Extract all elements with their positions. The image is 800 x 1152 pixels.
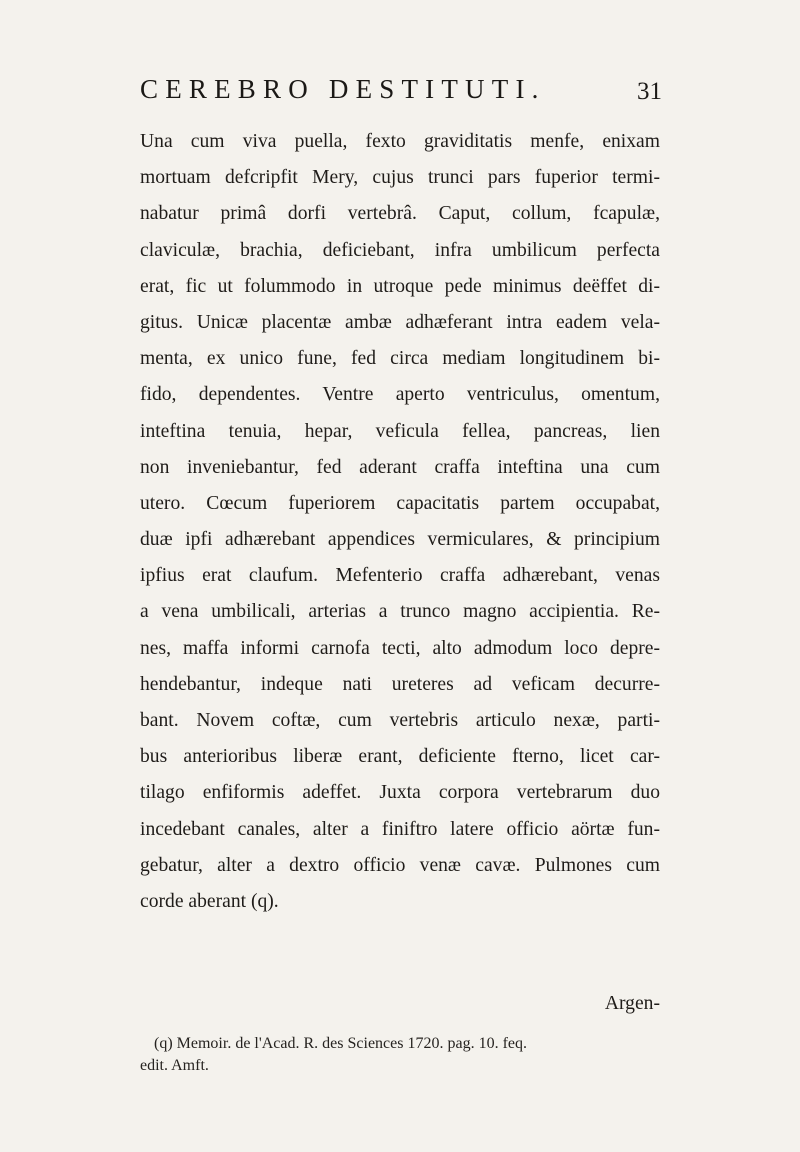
text-line: nabatur primâ dorfi vertebrâ. Caput, collum, fcapulæ,: [140, 203, 660, 225]
text-line: utero. Cœcum fuperiorem capacitatis partem occupabat,: [140, 492, 660, 514]
text-line: gitus. Unicæ placentæ ambæ adhæferant intra eadem vela-: [140, 311, 660, 333]
text-line: bant. Novem coftæ, cum vertebris articulo nexæ, parti-: [140, 710, 660, 731]
text-line: ipfius erat claufum. Mefenterio craffa adhærebant, venas: [140, 565, 660, 587]
catchword: Argen-: [604, 993, 660, 1014]
text-line: bus anterioribus liberæ erant, deficiente fterno, licet car-: [140, 746, 660, 768]
text-line: nes, maffa informi carnofa tecti, alto admodum loco depre-: [140, 637, 660, 659]
text-line: gebatur, alter a dextro officio venæ cavæ. Pulmones cum: [140, 854, 660, 876]
text-line: mortuam defcripfit Mery, cujus trunci pars fuperior termi-: [140, 167, 660, 189]
text-line: tilago enfiformis adeffet. Juxta corpora vertebrarum duo: [140, 782, 660, 804]
text-line: inteftina tenuia, hepar, veficula fellea, pancreas, lien: [140, 420, 660, 442]
text-line: incedebant canales, alter a finiftro latere officio aörtæ fun-: [140, 818, 660, 840]
footnote-line: edit. Amft.: [140, 1057, 209, 1074]
text-line: claviculæ, brachia, deficiebant, infra umbilicum perfecta: [140, 239, 660, 261]
text-line: hendebantur, indeque nati ureteres ad veficam decurre-: [140, 673, 660, 695]
text-line: a vena umbilicali, arterias a trunco magno accipientia. Re-: [140, 601, 660, 623]
footnote-line: (q) Memoir. de l'Acad. R. des Sciences 1720. pag. 10. feq.: [154, 1035, 528, 1052]
text-line: Una cum viva puella, fexto graviditatis menfe, enixam: [140, 131, 660, 152]
text-line: non inveniebantur, fed aderant craffa inteftina una cum: [140, 456, 660, 478]
body-text: [140, 124, 660, 920]
page-number: 31: [637, 78, 662, 105]
text-line: duæ ipfi adhærebant appendices vermiculares, & principium: [140, 529, 660, 551]
page-header: [140, 74, 660, 114]
text-line: fido, dependentes. Ventre aperto ventriculus, omentum,: [140, 384, 660, 406]
text-line: corde aberant (q).: [140, 890, 279, 912]
text-line: erat, fic ut folummodo in utroque pede minimus deëffet di-: [140, 275, 660, 297]
text-line: menta, ex unico fune, fed circa mediam longitudinem bi-: [140, 348, 660, 370]
footnote: [140, 1033, 660, 1077]
running-title: CEREBRO DESTITUTI.: [140, 74, 546, 104]
